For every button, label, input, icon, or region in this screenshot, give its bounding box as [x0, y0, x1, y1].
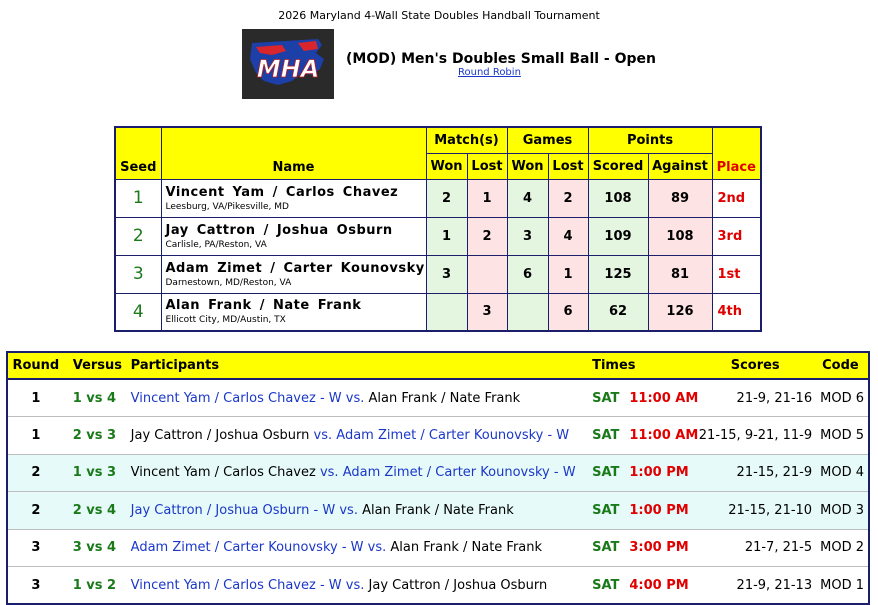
name-header: Name: [161, 127, 426, 179]
matches-lost: 3: [467, 293, 507, 331]
round-header: Round: [7, 352, 64, 379]
matches-lost-header: Lost: [467, 153, 507, 179]
match-versus: 1 vs 4: [64, 379, 128, 417]
match-row: [7, 417, 869, 455]
match-round: 2: [7, 454, 64, 492]
team-b-link[interactable]: Alan Frank / Nate Frank: [362, 502, 514, 518]
seed-value: 1: [115, 179, 161, 217]
points-against-header: Against: [648, 153, 712, 179]
matches-lost: 2: [467, 217, 507, 255]
team-name: Adam Zimet / Carter Kounovsky: [165, 260, 425, 276]
match-row: [7, 567, 869, 605]
vs-label: vs.: [345, 577, 365, 593]
match-versus: 3 vs 4: [64, 529, 128, 567]
match-day: SAT: [592, 465, 620, 481]
team-location: Ellicott City, MD/Austin, TX: [165, 315, 286, 326]
games-lost: 1: [548, 255, 588, 293]
vs-label: vs.: [319, 465, 339, 481]
tournament-title: 2026 Maryland 4-Wall State Doubles Handball Tournament: [278, 9, 600, 22]
team-name: Alan Frank / Nate Frank: [165, 298, 362, 314]
match-round: 3: [7, 529, 64, 567]
match-time: 3:00 PM: [629, 540, 689, 556]
match-versus: 1 vs 2: [64, 567, 128, 605]
mha-logo: [242, 29, 334, 99]
games-won: 6: [507, 255, 548, 293]
standings-row: [115, 293, 761, 331]
points-header: Points: [588, 127, 712, 153]
seed-value: 2: [115, 217, 161, 255]
match-time: 1:00 PM: [629, 502, 689, 518]
match-scores: 21-15, 9-21, 11-9: [698, 417, 820, 455]
seed-value: 4: [115, 293, 161, 331]
match-versus: 1 vs 3: [64, 454, 128, 492]
team-b-link[interactable]: Alan Frank / Nate Frank: [390, 540, 543, 556]
vs-label: vs.: [345, 390, 365, 406]
matches-table: [6, 351, 870, 605]
match-code: MOD 6: [820, 379, 869, 417]
games-won: 4: [507, 179, 548, 217]
team-a-link[interactable]: Jay Cattron / Joshua Osburn - W: [130, 502, 336, 518]
team-location: Darnestown, MD/Reston, VA: [165, 277, 292, 288]
match-versus: 2 vs 4: [64, 492, 128, 530]
round-robin-link[interactable]: Round Robin: [458, 67, 521, 78]
place-value: 2nd: [712, 179, 761, 217]
match-round: 3: [7, 567, 64, 605]
seed-header: Seed: [115, 127, 161, 179]
match-scores: 21-9, 21-16: [698, 379, 820, 417]
team-b-link[interactable]: Alan Frank / Nate Frank: [368, 390, 521, 406]
standings-table: [114, 126, 762, 332]
team-name: Jay Cattron / Joshua Osburn: [165, 222, 393, 238]
times-header: Times: [588, 352, 698, 379]
place-value: 1st: [712, 255, 761, 293]
match-row: [7, 379, 869, 417]
matches-lost: [467, 255, 507, 293]
place-value: 3rd: [712, 217, 761, 255]
games-lost: 6: [548, 293, 588, 331]
seed-value: 3: [115, 255, 161, 293]
match-scores: 21-9, 21-13: [698, 567, 820, 605]
team-a-link[interactable]: Jay Cattron / Joshua Osburn: [130, 427, 310, 443]
vs-label: vs.: [313, 427, 333, 443]
match-row: [7, 454, 869, 492]
matches-won: 1: [426, 217, 467, 255]
match-day: SAT: [592, 390, 620, 406]
participants-header: Participants: [128, 352, 588, 379]
match-code: MOD 5: [820, 417, 869, 455]
games-header: Games: [507, 127, 588, 153]
match-code: MOD 4: [820, 454, 869, 492]
match-round: 1: [7, 379, 64, 417]
place-value: 4th: [712, 293, 761, 331]
standings-row: [115, 255, 761, 293]
match-code: MOD 1: [820, 567, 869, 605]
versus-header: Versus: [64, 352, 128, 379]
vs-label: vs.: [339, 502, 358, 518]
team-a-link[interactable]: Vincent Yam / Carlos Chavez: [130, 465, 316, 481]
points-against: 126: [648, 293, 712, 331]
logo-text: MHA: [256, 55, 320, 83]
match-time: 4:00 PM: [629, 577, 689, 593]
points-scored: 62: [588, 293, 648, 331]
team-a-link[interactable]: Vincent Yam / Carlos Chavez - W: [130, 390, 342, 406]
matches-won-header: Won: [426, 153, 467, 179]
points-scored-header: Scored: [588, 153, 648, 179]
team-name: Vincent Yam / Carlos Chavez: [165, 184, 399, 200]
match-scores: 21-7, 21-5: [698, 529, 820, 567]
points-against: 81: [648, 255, 712, 293]
games-lost: 2: [548, 179, 588, 217]
matches-lost: 1: [467, 179, 507, 217]
match-row: [7, 529, 869, 567]
team-b-link[interactable]: Adam Zimet / Carter Kounovsky - W: [336, 427, 570, 443]
points-scored: 125: [588, 255, 648, 293]
place-header: Place: [712, 127, 761, 179]
match-round: 2: [7, 492, 64, 530]
event-title: (MOD) Men's Doubles Small Ball - Open: [346, 51, 656, 67]
match-day: SAT: [592, 502, 620, 518]
team-location: Leesburg, VA/Pikesville, MD: [165, 201, 289, 212]
matches-won: 2: [426, 179, 467, 217]
match-round: 1: [7, 417, 64, 455]
team-location: Carlisle, PA/Reston, VA: [165, 239, 267, 250]
match-code: MOD 3: [820, 492, 869, 530]
code-header: Code: [820, 352, 869, 379]
match-time: 1:00 PM: [629, 465, 689, 481]
points-scored: 108: [588, 179, 648, 217]
games-won: [507, 293, 548, 331]
match-day: SAT: [592, 540, 620, 556]
team-a-link[interactable]: Vincent Yam / Carlos Chavez - W: [130, 577, 342, 593]
games-lost: 4: [548, 217, 588, 255]
standings-row: [115, 179, 761, 217]
match-scores: 21-15, 21-9: [698, 454, 820, 492]
match-time: 11:00 AM: [629, 427, 699, 443]
points-scored: 109: [588, 217, 648, 255]
points-against: 89: [648, 179, 712, 217]
team-a-link[interactable]: Adam Zimet / Carter Kounovsky - W: [130, 540, 364, 556]
match-row: [7, 492, 869, 530]
matches-won: 3: [426, 255, 467, 293]
points-against: 108: [648, 217, 712, 255]
match-day: SAT: [592, 577, 620, 593]
team-b-link[interactable]: Jay Cattron / Joshua Osburn: [368, 577, 548, 593]
standings-row: [115, 217, 761, 255]
games-won-header: Won: [507, 153, 548, 179]
vs-label: vs.: [367, 540, 387, 556]
match-scores: 21-15, 21-10: [698, 492, 820, 530]
matches-won: [426, 293, 467, 331]
games-won: 3: [507, 217, 548, 255]
games-lost-header: Lost: [548, 153, 588, 179]
match-versus: 2 vs 3: [64, 417, 128, 455]
scores-header: Scores: [698, 352, 820, 379]
match-code: MOD 2: [820, 529, 869, 567]
match-time: 11:00 AM: [629, 390, 699, 406]
matches-header: Match(s): [426, 127, 507, 153]
team-b-link[interactable]: Adam Zimet / Carter Kounovsky - W: [342, 465, 576, 481]
match-day: SAT: [592, 427, 620, 443]
